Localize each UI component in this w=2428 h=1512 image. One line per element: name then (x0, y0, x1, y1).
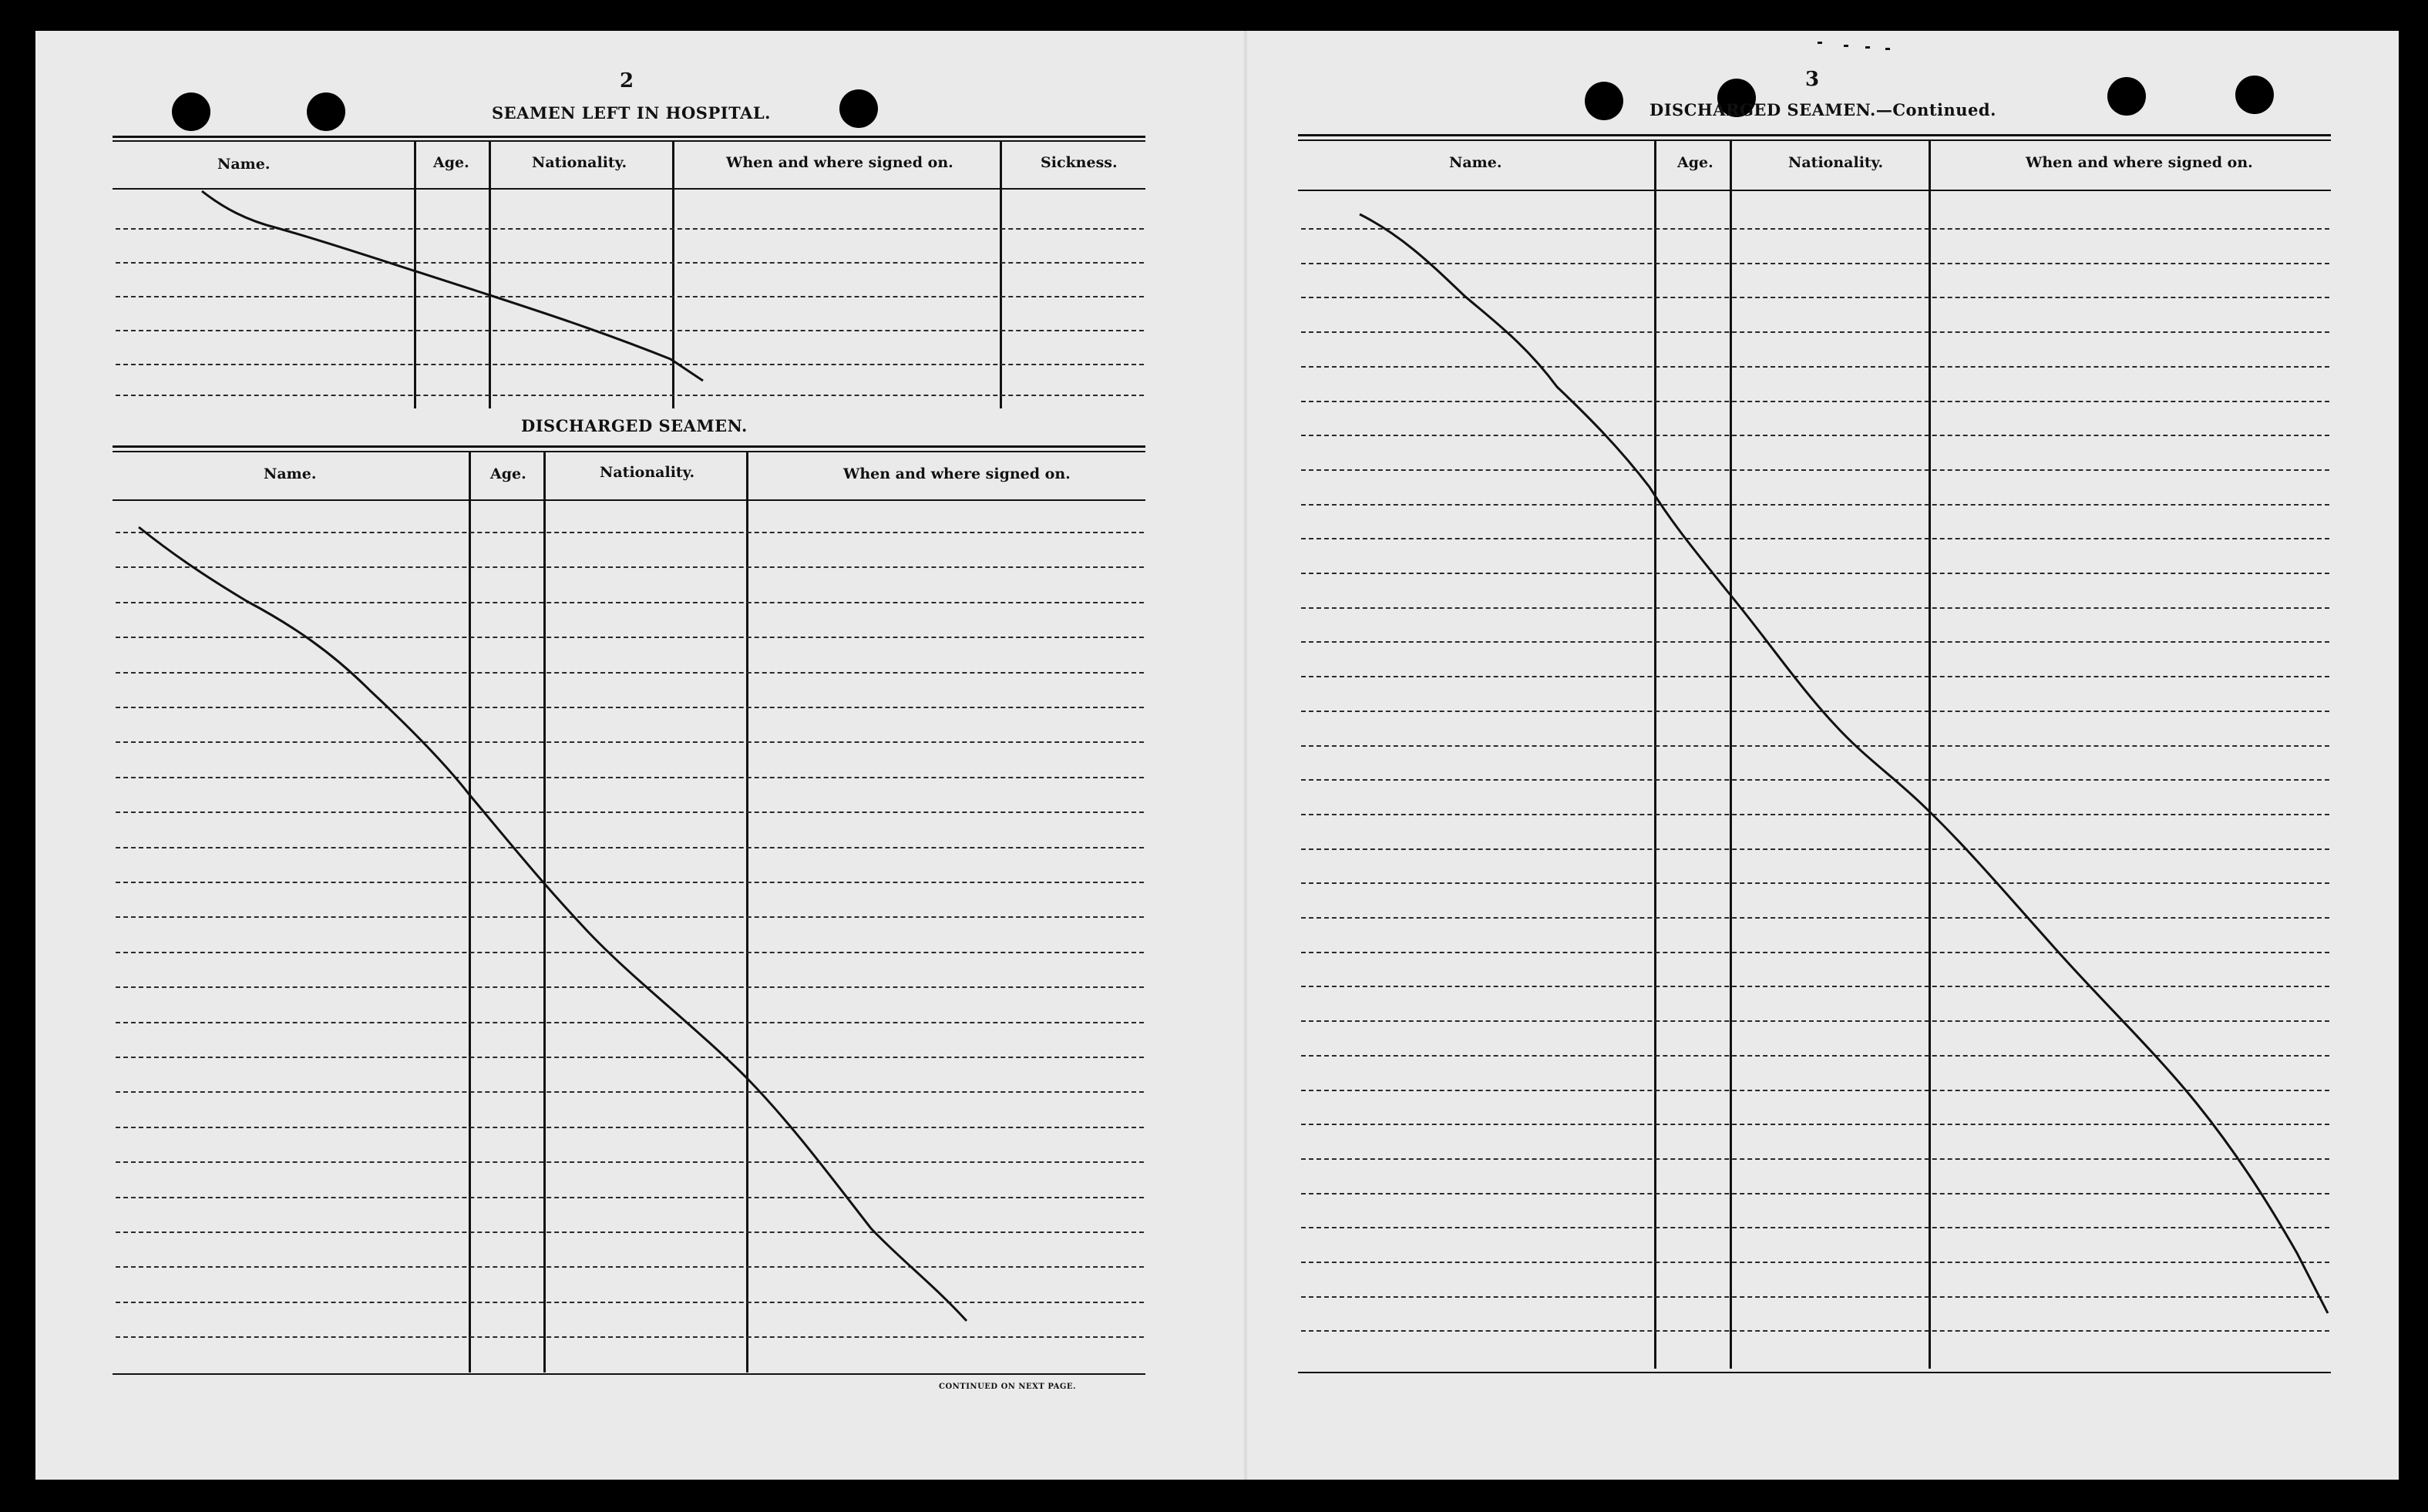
discharged-col-age: Age. (490, 465, 526, 482)
hospital-col-nationality: Nationality. (532, 154, 627, 171)
right-section-title: DISCHARGED SEAMEN.—Continued. (1649, 100, 1996, 119)
right-col-name: Name. (1449, 154, 1502, 171)
discharged-col-name: Name. (264, 465, 317, 482)
cancel-stroke-hospital (202, 191, 703, 381)
continued-note: CONTINUED ON NEXT PAGE. (939, 1383, 1077, 1391)
cancel-stroke-discharged-right (1360, 214, 2328, 1313)
right-page-number: 3 (1805, 68, 1820, 91)
cancel-stroke-discharged-left (139, 527, 967, 1321)
right-col-signed-on: When and where signed on. (2026, 154, 2253, 171)
hospital-col-age: Age. (433, 154, 469, 171)
discharged-col-nationality: Nationality. (600, 464, 695, 481)
hospital-col-name: Name. (217, 156, 271, 173)
hospital-col-signed-on: When and where signed on. (726, 154, 953, 171)
left-page-number: 2 (620, 69, 634, 92)
hospital-section-title: SEAMEN LEFT IN HOSPITAL. (492, 103, 771, 123)
hospital-col-sickness: Sickness. (1041, 154, 1118, 171)
right-col-age: Age. (1677, 154, 1713, 171)
right-col-nationality: Nationality. (1788, 154, 1884, 171)
discharged-section-title: DISCHARGED SEAMEN. (521, 416, 748, 435)
discharged-col-signed-on: When and where signed on. (843, 465, 1071, 482)
